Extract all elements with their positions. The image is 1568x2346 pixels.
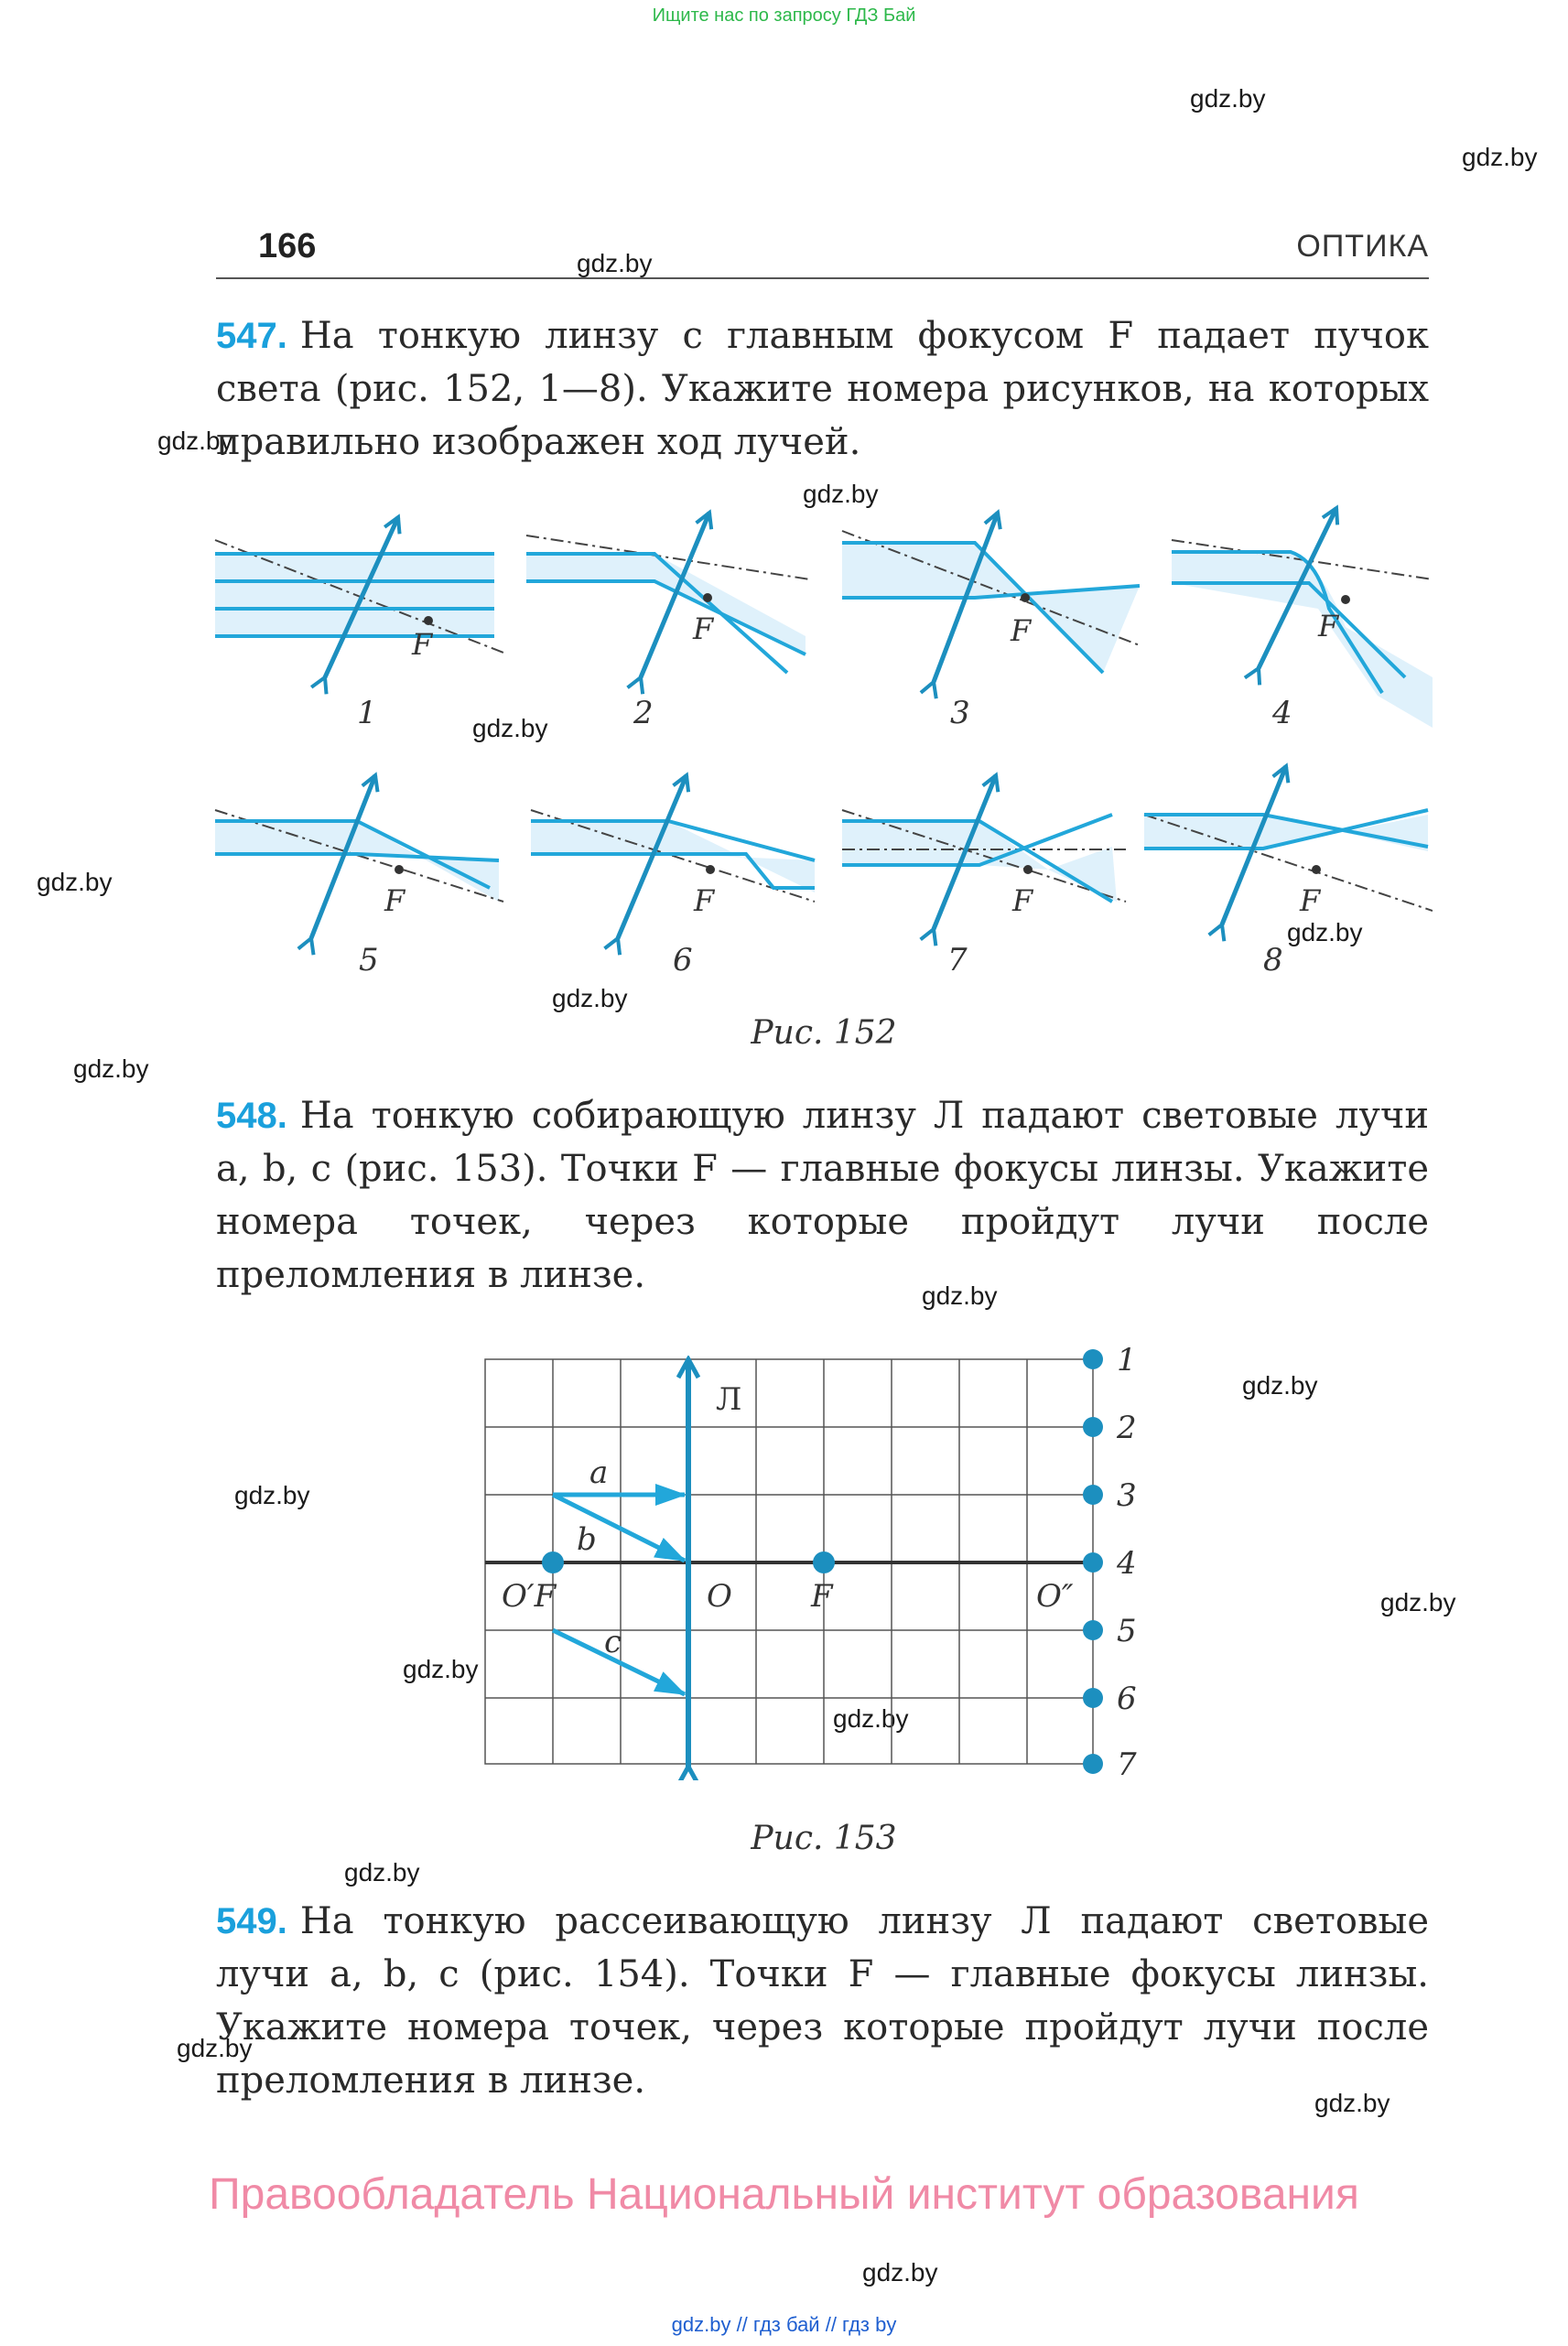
axis-label: O′F [502, 1578, 557, 1615]
figure-152-panel-4 [1172, 508, 1433, 731]
figure-152-panel-1 [215, 517, 503, 731]
watermark: gdz.by [73, 1054, 149, 1083]
watermark: gdz.by [1190, 84, 1266, 113]
panel-number: 6 [673, 942, 693, 978]
watermark: gdz.by [1314, 2089, 1390, 2117]
watermark: gdz.by [1287, 918, 1363, 946]
focus-label: F [384, 883, 406, 918]
page-number: 166 [258, 227, 317, 265]
focus-point-right [813, 1551, 835, 1573]
problem-548 [216, 1089, 1429, 1302]
panel-number: 7 [947, 942, 968, 978]
focus-label: F [693, 611, 714, 646]
figure-152-caption: Рис. 152 [751, 1014, 897, 1052]
problem-549 [216, 1895, 1429, 2107]
problem-text: На тонкую собирающую линзу Л падают световые лучи a, b, c (рис. 153). Точки F — главные фокусы линзы. Укажите номера точек, через которые пройдут лучи после преломления в линзе. [216, 1095, 1429, 1296]
figure-152 [211, 499, 1433, 984]
top-banner[interactable]: Ищите нас по запросу ГДЗ Бай [652, 5, 916, 26]
problem-number: 549. [216, 1901, 287, 1941]
watermark: gdz.by [1462, 143, 1538, 171]
focus-label: F [1012, 883, 1033, 918]
point-number: 3 [1117, 1477, 1137, 1514]
watermark: gdz.by [922, 1281, 998, 1310]
section-title: ОПТИКА [1296, 229, 1429, 264]
focus-label: F [1300, 883, 1321, 918]
figure-152-panel-7 [842, 775, 1126, 978]
ray-label-b: b [577, 1521, 597, 1558]
ray-label-a: a [589, 1454, 609, 1491]
focus-point-left [542, 1551, 564, 1573]
panel-number: 1 [357, 695, 377, 731]
panel-number: 4 [1272, 695, 1292, 731]
point-number: 1 [1117, 1342, 1137, 1378]
watermark: gdz.by [403, 1655, 479, 1683]
problem-text: На тонкую рассеивающую линзу Л падают световые лучи a, b, c (рис. 154). Точки F — главные фокусы линзы. Укажите номера точек, через которые пройдут лучи после преломления в линзе. [216, 1900, 1429, 2102]
problem-number: 548. [216, 1096, 287, 1136]
figure-152-panel-5 [215, 775, 503, 978]
problem-number: 547. [216, 316, 287, 356]
panel-number: 8 [1263, 942, 1283, 978]
copyright-notice: Правообладатель Национальный институт образования [209, 2170, 1359, 2219]
watermark: gdz.by [862, 2258, 938, 2287]
figure-152-panel-6 [531, 775, 815, 978]
watermark: gdz.by [234, 1481, 310, 1509]
watermark: gdz.by [37, 868, 113, 896]
point-number: 7 [1117, 1746, 1137, 1780]
focus-label: F [412, 627, 433, 662]
point-number: 2 [1117, 1410, 1137, 1446]
watermark: gdz.by [577, 249, 653, 277]
figure-153 [476, 1341, 1172, 1780]
focus-label: F [694, 883, 715, 918]
focus-label: F [1011, 613, 1032, 648]
ray-b [553, 1495, 685, 1561]
watermark: gdz.by [833, 1704, 909, 1733]
problem-547 [216, 309, 1429, 469]
footer-links[interactable]: gdz.by // гдз бай // гдз by [671, 2313, 897, 2336]
watermark: gdz.by [344, 1858, 420, 1887]
figure-152-panel-3 [842, 513, 1140, 731]
figure-152-panel-2 [526, 513, 810, 731]
panel-number: 3 [950, 695, 970, 731]
axis-label: O [707, 1578, 732, 1615]
watermark: gdz.by [1242, 1371, 1318, 1400]
point-number: 6 [1117, 1681, 1137, 1717]
watermark: gdz.by [177, 2034, 253, 2062]
focus-label: F [1318, 609, 1339, 643]
figure-153-caption: Рис. 153 [751, 1820, 897, 1857]
lens-label: Л [716, 1381, 742, 1418]
axis-label: F [811, 1578, 833, 1615]
watermark: gdz.by [1380, 1588, 1456, 1616]
point-number: 4 [1117, 1545, 1137, 1582]
panel-number: 2 [633, 695, 654, 731]
ray-label-c: c [604, 1624, 622, 1660]
watermark: gdz.by [157, 427, 233, 455]
problem-text: На тонкую линзу с главным фокусом F падает пучок света (рис. 152, 1—8). Укажите номера рисунков, на которых правильно изображен ход лучей. [216, 315, 1429, 463]
axis-label: O″ [1036, 1578, 1074, 1615]
panel-number: 5 [359, 942, 379, 978]
watermark: gdz.by [472, 714, 548, 742]
header-rule [216, 277, 1429, 279]
watermark: gdz.by [803, 480, 879, 508]
figure-152-panel-8 [1144, 766, 1433, 978]
point-number: 5 [1117, 1613, 1137, 1649]
watermark: gdz.by [552, 984, 628, 1012]
